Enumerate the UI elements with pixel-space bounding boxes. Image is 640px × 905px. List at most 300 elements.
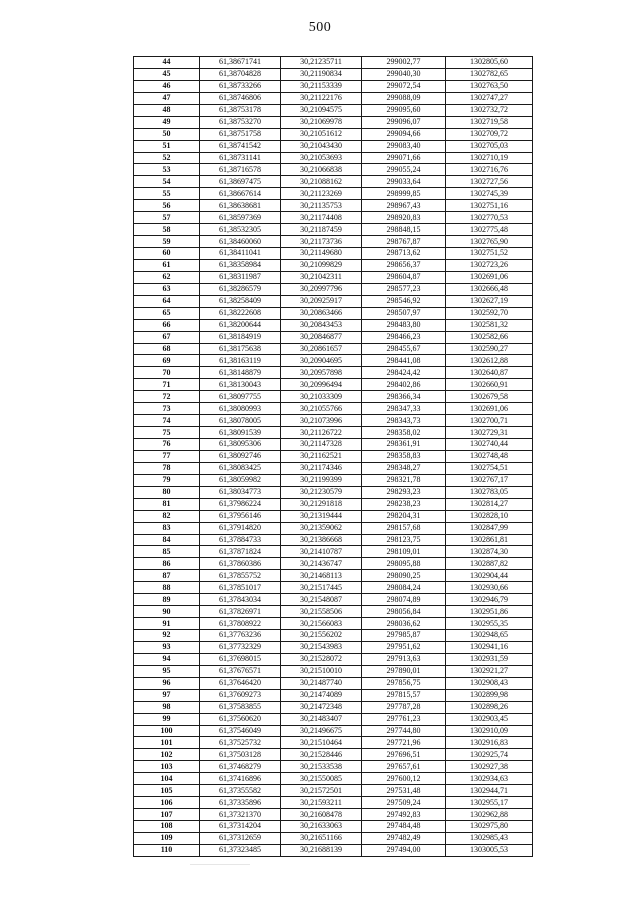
- x-coordinate-cell: 298441,08: [362, 355, 446, 367]
- y-coordinate-cell: 1302751,52: [446, 248, 533, 260]
- x-coordinate-cell: 297815,57: [362, 689, 446, 701]
- latitude-cell: 61,37560620: [200, 713, 281, 725]
- longitude-cell: 30,21174346: [281, 462, 362, 474]
- table-row: [134, 618, 533, 630]
- latitude-cell: 61,37335896: [200, 797, 281, 809]
- y-coordinate-cell: 1302934,63: [446, 773, 533, 785]
- x-coordinate-cell: 299095,60: [362, 104, 446, 116]
- point-number-cell: 49: [134, 116, 200, 128]
- point-number-cell: 97: [134, 689, 200, 701]
- longitude-cell: 30,21199399: [281, 474, 362, 486]
- point-number-cell: 46: [134, 80, 200, 92]
- table-row: [134, 248, 533, 260]
- table-row: [134, 641, 533, 653]
- x-coordinate-cell: 297890,01: [362, 665, 446, 677]
- latitude-cell: 61,38184919: [200, 331, 281, 343]
- table-row: [134, 689, 533, 701]
- longitude-cell: 30,21122176: [281, 92, 362, 104]
- point-number-cell: 67: [134, 331, 200, 343]
- latitude-cell: 61,38751758: [200, 128, 281, 140]
- table-row: [134, 653, 533, 665]
- longitude-cell: 30,21126722: [281, 427, 362, 439]
- y-coordinate-cell: 1302767,17: [446, 474, 533, 486]
- y-coordinate-cell: 1302754,51: [446, 462, 533, 474]
- x-coordinate-cell: 297531,48: [362, 785, 446, 797]
- latitude-cell: 61,38731141: [200, 152, 281, 164]
- y-coordinate-cell: 1302861,81: [446, 534, 533, 546]
- x-coordinate-cell: 299071,66: [362, 152, 446, 164]
- y-coordinate-cell: 1302916,83: [446, 737, 533, 749]
- x-coordinate-cell: 298348,27: [362, 462, 446, 474]
- y-coordinate-cell: 1302930,66: [446, 582, 533, 594]
- point-number-cell: 62: [134, 271, 200, 283]
- x-coordinate-cell: 299083,40: [362, 140, 446, 152]
- longitude-cell: 30,21319444: [281, 510, 362, 522]
- y-coordinate-cell: 1302783,05: [446, 486, 533, 498]
- longitude-cell: 30,21033309: [281, 391, 362, 403]
- longitude-cell: 30,21548087: [281, 594, 362, 606]
- x-coordinate-cell: 298656,37: [362, 259, 446, 271]
- y-coordinate-cell: 1302740,44: [446, 439, 533, 451]
- latitude-cell: 61,37843034: [200, 594, 281, 606]
- x-coordinate-cell: 299040,30: [362, 68, 446, 80]
- point-number-cell: 98: [134, 701, 200, 713]
- point-number-cell: 76: [134, 439, 200, 451]
- table-row: [134, 224, 533, 236]
- latitude-cell: 61,37808922: [200, 618, 281, 630]
- latitude-cell: 61,38704828: [200, 68, 281, 80]
- point-number-cell: 53: [134, 164, 200, 176]
- point-number-cell: 55: [134, 188, 200, 200]
- y-coordinate-cell: 1302716,76: [446, 164, 533, 176]
- y-coordinate-cell: 1302925,74: [446, 749, 533, 761]
- longitude-cell: 30,21174408: [281, 212, 362, 224]
- page-number: 500: [308, 20, 332, 35]
- longitude-cell: 30,21291818: [281, 498, 362, 510]
- table-row: [134, 212, 533, 224]
- y-coordinate-cell: 1302904,44: [446, 570, 533, 582]
- table-row: [134, 474, 533, 486]
- latitude-cell: 61,37860386: [200, 558, 281, 570]
- table-row: [134, 427, 533, 439]
- x-coordinate-cell: 298056,84: [362, 606, 446, 618]
- y-coordinate-cell: 1302948,65: [446, 630, 533, 642]
- table-row: [134, 116, 533, 128]
- x-coordinate-cell: 299072,54: [362, 80, 446, 92]
- y-coordinate-cell: 1302709,72: [446, 128, 533, 140]
- table-row: [134, 737, 533, 749]
- y-coordinate-cell: 1302927,38: [446, 761, 533, 773]
- latitude-cell: 61,38034773: [200, 486, 281, 498]
- latitude-cell: 61,37826971: [200, 606, 281, 618]
- table-row: [134, 200, 533, 212]
- longitude-cell: 30,21487740: [281, 677, 362, 689]
- latitude-cell: 61,38460060: [200, 236, 281, 248]
- longitude-cell: 30,20843453: [281, 319, 362, 331]
- table-row: [134, 271, 533, 283]
- table-row: [134, 797, 533, 809]
- point-number-cell: 73: [134, 403, 200, 415]
- table-row: [134, 832, 533, 844]
- longitude-cell: 30,21123269: [281, 188, 362, 200]
- y-coordinate-cell: 1302955,35: [446, 618, 533, 630]
- y-coordinate-cell: 1302666,48: [446, 283, 533, 295]
- latitude-cell: 61,37986224: [200, 498, 281, 510]
- x-coordinate-cell: 298095,88: [362, 558, 446, 570]
- y-coordinate-cell: 1302763,50: [446, 80, 533, 92]
- x-coordinate-cell: 298455,67: [362, 343, 446, 355]
- x-coordinate-cell: 298157,68: [362, 522, 446, 534]
- point-number-cell: 100: [134, 725, 200, 737]
- x-coordinate-cell: 297787,28: [362, 701, 446, 713]
- x-coordinate-cell: 298347,33: [362, 403, 446, 415]
- point-number-cell: 87: [134, 570, 200, 582]
- x-coordinate-cell: 297696,51: [362, 749, 446, 761]
- x-coordinate-cell: 297856,75: [362, 677, 446, 689]
- table-row: [134, 176, 533, 188]
- latitude-cell: 61,38175638: [200, 343, 281, 355]
- table-row: [134, 415, 533, 427]
- y-coordinate-cell: 1302775,48: [446, 224, 533, 236]
- y-coordinate-cell: 1302700,71: [446, 415, 533, 427]
- longitude-cell: 30,21053693: [281, 152, 362, 164]
- y-coordinate-cell: 1302962,88: [446, 809, 533, 821]
- longitude-cell: 30,21066838: [281, 164, 362, 176]
- x-coordinate-cell: 298366,34: [362, 391, 446, 403]
- longitude-cell: 30,21051612: [281, 128, 362, 140]
- latitude-cell: 61,38130043: [200, 379, 281, 391]
- point-number-cell: 92: [134, 630, 200, 642]
- point-number-cell: 91: [134, 618, 200, 630]
- latitude-cell: 61,37914820: [200, 522, 281, 534]
- table-row: [134, 701, 533, 713]
- latitude-cell: 61,37525732: [200, 737, 281, 749]
- longitude-cell: 30,21043430: [281, 140, 362, 152]
- latitude-cell: 61,38286579: [200, 283, 281, 295]
- x-coordinate-cell: 298577,23: [362, 283, 446, 295]
- longitude-cell: 30,21149680: [281, 248, 362, 260]
- y-coordinate-cell: 1302931,59: [446, 653, 533, 665]
- x-coordinate-cell: 298109,01: [362, 546, 446, 558]
- latitude-cell: 61,37546049: [200, 725, 281, 737]
- latitude-cell: 61,38697475: [200, 176, 281, 188]
- y-coordinate-cell: 1302660,91: [446, 379, 533, 391]
- longitude-cell: 30,21550085: [281, 773, 362, 785]
- latitude-cell: 61,38733266: [200, 80, 281, 92]
- table-row: [134, 462, 533, 474]
- point-number-cell: 82: [134, 510, 200, 522]
- table-row: [134, 773, 533, 785]
- point-number-cell: 81: [134, 498, 200, 510]
- x-coordinate-cell: 297985,87: [362, 630, 446, 642]
- latitude-cell: 61,37355582: [200, 785, 281, 797]
- latitude-cell: 61,38092746: [200, 450, 281, 462]
- longitude-cell: 30,21436747: [281, 558, 362, 570]
- latitude-cell: 61,37884733: [200, 534, 281, 546]
- latitude-cell: 61,38059982: [200, 474, 281, 486]
- table-row: [134, 68, 533, 80]
- point-number-cell: 77: [134, 450, 200, 462]
- y-coordinate-cell: 1302805,60: [446, 57, 533, 69]
- longitude-cell: 30,21572501: [281, 785, 362, 797]
- latitude-cell: 61,37609273: [200, 689, 281, 701]
- table-row: [134, 379, 533, 391]
- latitude-cell: 61,38753178: [200, 104, 281, 116]
- longitude-cell: 30,21153339: [281, 80, 362, 92]
- longitude-cell: 30,20861657: [281, 343, 362, 355]
- x-coordinate-cell: 298999,85: [362, 188, 446, 200]
- point-number-cell: 44: [134, 57, 200, 69]
- table-row: [134, 188, 533, 200]
- latitude-cell: 61,37732329: [200, 641, 281, 653]
- y-coordinate-cell: 1302782,65: [446, 68, 533, 80]
- y-coordinate-cell: 1302581,32: [446, 319, 533, 331]
- y-coordinate-cell: 1302908,43: [446, 677, 533, 689]
- table-row: [134, 534, 533, 546]
- y-coordinate-cell: 1302719,58: [446, 116, 533, 128]
- longitude-cell: 30,20904695: [281, 355, 362, 367]
- table-row: [134, 283, 533, 295]
- x-coordinate-cell: 297494,00: [362, 844, 446, 856]
- x-coordinate-cell: 298358,02: [362, 427, 446, 439]
- point-number-cell: 80: [134, 486, 200, 498]
- table-row: [134, 128, 533, 140]
- y-coordinate-cell: 1302847,99: [446, 522, 533, 534]
- y-coordinate-cell: 1302705,03: [446, 140, 533, 152]
- longitude-cell: 30,21190834: [281, 68, 362, 80]
- point-number-cell: 65: [134, 307, 200, 319]
- point-number-cell: 64: [134, 295, 200, 307]
- table-row: [134, 236, 533, 248]
- y-coordinate-cell: 1302944,71: [446, 785, 533, 797]
- longitude-cell: 30,21593211: [281, 797, 362, 809]
- longitude-cell: 30,21483407: [281, 713, 362, 725]
- longitude-cell: 30,21474089: [281, 689, 362, 701]
- point-number-cell: 72: [134, 391, 200, 403]
- point-number-cell: 86: [134, 558, 200, 570]
- longitude-cell: 30,21235711: [281, 57, 362, 69]
- table-row: [134, 57, 533, 69]
- longitude-cell: 30,21651166: [281, 832, 362, 844]
- x-coordinate-cell: 298767,87: [362, 236, 446, 248]
- point-number-cell: 90: [134, 606, 200, 618]
- latitude-cell: 61,37503128: [200, 749, 281, 761]
- longitude-cell: 30,21496675: [281, 725, 362, 737]
- y-coordinate-cell: 1302691,06: [446, 271, 533, 283]
- table-row: [134, 319, 533, 331]
- y-coordinate-cell: 1302590,27: [446, 343, 533, 355]
- y-coordinate-cell: 1302748,48: [446, 450, 533, 462]
- x-coordinate-cell: 298084,24: [362, 582, 446, 594]
- y-coordinate-cell: 1302727,56: [446, 176, 533, 188]
- x-coordinate-cell: 298321,78: [362, 474, 446, 486]
- x-coordinate-cell: 298361,91: [362, 439, 446, 451]
- table-row: [134, 570, 533, 582]
- point-number-cell: 93: [134, 641, 200, 653]
- longitude-cell: 30,21556202: [281, 630, 362, 642]
- point-number-cell: 96: [134, 677, 200, 689]
- point-number-cell: 66: [134, 319, 200, 331]
- table-row: [134, 486, 533, 498]
- y-coordinate-cell: 1302592,70: [446, 307, 533, 319]
- table-row: [134, 558, 533, 570]
- latitude-cell: 61,37416896: [200, 773, 281, 785]
- y-coordinate-cell: 1302898,26: [446, 701, 533, 713]
- table-row: [134, 92, 533, 104]
- table-row: [134, 259, 533, 271]
- point-number-cell: 47: [134, 92, 200, 104]
- latitude-cell: 61,38741542: [200, 140, 281, 152]
- x-coordinate-cell: 298036,62: [362, 618, 446, 630]
- table-row: [134, 606, 533, 618]
- x-coordinate-cell: 297509,24: [362, 797, 446, 809]
- table-row: [134, 307, 533, 319]
- longitude-cell: 30,21468113: [281, 570, 362, 582]
- longitude-cell: 30,21558506: [281, 606, 362, 618]
- longitude-cell: 30,21543983: [281, 641, 362, 653]
- y-coordinate-cell: 1303005,53: [446, 844, 533, 856]
- table-row: [134, 677, 533, 689]
- longitude-cell: 30,20925917: [281, 295, 362, 307]
- latitude-cell: 61,38080993: [200, 403, 281, 415]
- scan-artifact-line: [190, 864, 250, 865]
- y-coordinate-cell: 1302899,98: [446, 689, 533, 701]
- y-coordinate-cell: 1302691,06: [446, 403, 533, 415]
- x-coordinate-cell: 298123,75: [362, 534, 446, 546]
- longitude-cell: 30,20996494: [281, 379, 362, 391]
- x-coordinate-cell: 297744,80: [362, 725, 446, 737]
- point-number-cell: 83: [134, 522, 200, 534]
- y-coordinate-cell: 1302612,88: [446, 355, 533, 367]
- latitude-cell: 61,38411041: [200, 248, 281, 260]
- x-coordinate-cell: 298848,15: [362, 224, 446, 236]
- latitude-cell: 61,37763236: [200, 630, 281, 642]
- y-coordinate-cell: 1302747,27: [446, 92, 533, 104]
- x-coordinate-cell: 298920,83: [362, 212, 446, 224]
- latitude-cell: 61,38532305: [200, 224, 281, 236]
- longitude-cell: 30,21510010: [281, 665, 362, 677]
- latitude-cell: 61,38311987: [200, 271, 281, 283]
- latitude-cell: 61,37314204: [200, 821, 281, 833]
- latitude-cell: 61,38638681: [200, 200, 281, 212]
- table-row: [134, 391, 533, 403]
- latitude-cell: 61,38091539: [200, 427, 281, 439]
- longitude-cell: 30,21230579: [281, 486, 362, 498]
- y-coordinate-cell: 1302627,19: [446, 295, 533, 307]
- latitude-cell: 61,38358984: [200, 259, 281, 271]
- longitude-cell: 30,21069978: [281, 116, 362, 128]
- longitude-cell: 30,21094575: [281, 104, 362, 116]
- longitude-cell: 30,21633063: [281, 821, 362, 833]
- longitude-cell: 30,21088162: [281, 176, 362, 188]
- y-coordinate-cell: 1302874,30: [446, 546, 533, 558]
- table-row: [134, 785, 533, 797]
- point-number-cell: 69: [134, 355, 200, 367]
- longitude-cell: 30,21162521: [281, 450, 362, 462]
- point-number-cell: 68: [134, 343, 200, 355]
- point-number-cell: 60: [134, 248, 200, 260]
- table-row: [134, 665, 533, 677]
- x-coordinate-cell: 297492,83: [362, 809, 446, 821]
- latitude-cell: 61,37871824: [200, 546, 281, 558]
- y-coordinate-cell: 1302582,66: [446, 331, 533, 343]
- table-row: [134, 355, 533, 367]
- latitude-cell: 61,38222608: [200, 307, 281, 319]
- x-coordinate-cell: 298466,23: [362, 331, 446, 343]
- point-number-cell: 101: [134, 737, 200, 749]
- point-number-cell: 108: [134, 821, 200, 833]
- x-coordinate-cell: 297951,62: [362, 641, 446, 653]
- x-coordinate-cell: 297600,12: [362, 773, 446, 785]
- longitude-cell: 30,20863466: [281, 307, 362, 319]
- longitude-cell: 30,21187459: [281, 224, 362, 236]
- longitude-cell: 30,21135753: [281, 200, 362, 212]
- y-coordinate-cell: 1302729,31: [446, 427, 533, 439]
- point-number-cell: 88: [134, 582, 200, 594]
- x-coordinate-cell: 298074,89: [362, 594, 446, 606]
- x-coordinate-cell: 298507,97: [362, 307, 446, 319]
- longitude-cell: 30,20997796: [281, 283, 362, 295]
- x-coordinate-cell: 298604,87: [362, 271, 446, 283]
- y-coordinate-cell: 1302951,86: [446, 606, 533, 618]
- x-coordinate-cell: 299088,09: [362, 92, 446, 104]
- coordinates-table-body: [134, 57, 533, 857]
- y-coordinate-cell: 1302946,79: [446, 594, 533, 606]
- y-coordinate-cell: 1302770,53: [446, 212, 533, 224]
- y-coordinate-cell: 1302723,26: [446, 259, 533, 271]
- point-number-cell: 74: [134, 415, 200, 427]
- table-row: [134, 821, 533, 833]
- x-coordinate-cell: 298090,25: [362, 570, 446, 582]
- longitude-cell: 30,21472348: [281, 701, 362, 713]
- y-coordinate-cell: 1302640,87: [446, 367, 533, 379]
- y-coordinate-cell: 1302910,09: [446, 725, 533, 737]
- point-number-cell: 107: [134, 809, 200, 821]
- table-row: [134, 844, 533, 856]
- latitude-cell: 61,38097755: [200, 391, 281, 403]
- table-row: [134, 761, 533, 773]
- latitude-cell: 61,38095306: [200, 439, 281, 451]
- point-number-cell: 50: [134, 128, 200, 140]
- point-number-cell: 51: [134, 140, 200, 152]
- point-number-cell: 110: [134, 844, 200, 856]
- longitude-cell: 30,20846877: [281, 331, 362, 343]
- point-number-cell: 45: [134, 68, 200, 80]
- table-row: [134, 582, 533, 594]
- point-number-cell: 54: [134, 176, 200, 188]
- longitude-cell: 30,21386668: [281, 534, 362, 546]
- y-coordinate-cell: 1302732,72: [446, 104, 533, 116]
- x-coordinate-cell: 299033,64: [362, 176, 446, 188]
- point-number-cell: 75: [134, 427, 200, 439]
- point-number-cell: 106: [134, 797, 200, 809]
- x-coordinate-cell: 298713,62: [362, 248, 446, 260]
- longitude-cell: 30,20957898: [281, 367, 362, 379]
- point-number-cell: 58: [134, 224, 200, 236]
- longitude-cell: 30,21055766: [281, 403, 362, 415]
- x-coordinate-cell: 299055,24: [362, 164, 446, 176]
- x-coordinate-cell: 298343,73: [362, 415, 446, 427]
- y-coordinate-cell: 1302710,19: [446, 152, 533, 164]
- table-row: [134, 343, 533, 355]
- point-number-cell: 95: [134, 665, 200, 677]
- latitude-cell: 61,38148879: [200, 367, 281, 379]
- x-coordinate-cell: 297482,49: [362, 832, 446, 844]
- y-coordinate-cell: 1302887,82: [446, 558, 533, 570]
- coordinates-table: [133, 56, 533, 857]
- x-coordinate-cell: 298546,92: [362, 295, 446, 307]
- longitude-cell: 30,21533538: [281, 761, 362, 773]
